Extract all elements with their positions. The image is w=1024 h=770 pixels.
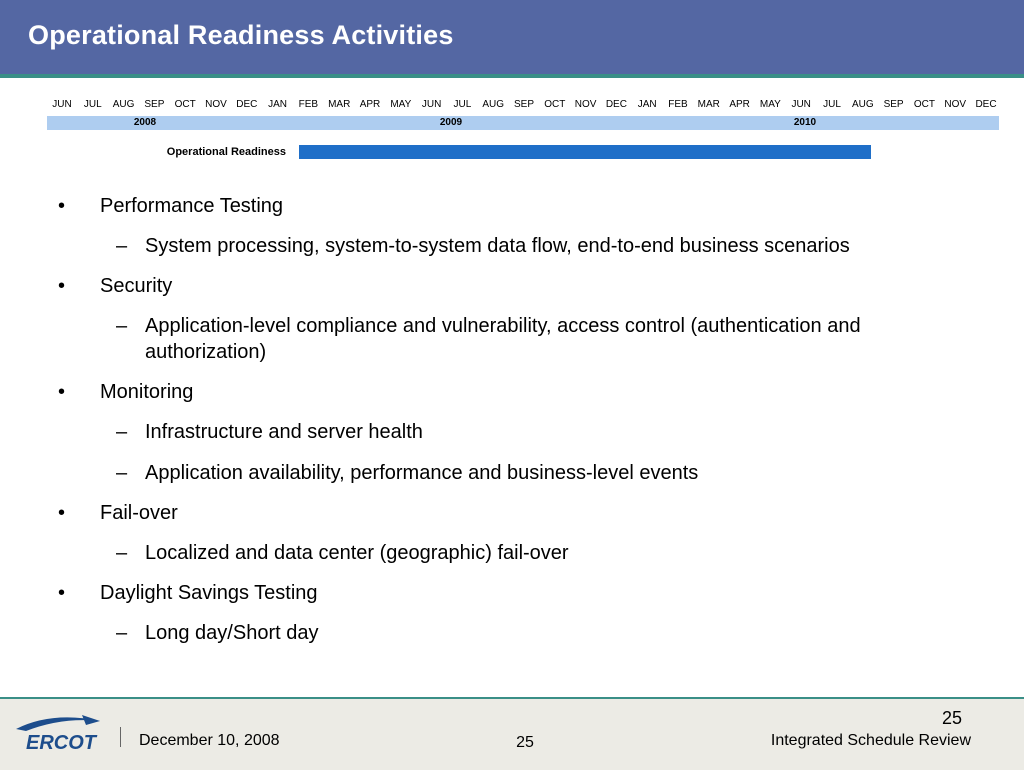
timeline-month-label: JAN: [268, 99, 288, 110]
timeline-months: [52, 99, 997, 113]
slide-footer: [0, 697, 1024, 770]
timeline-month-label: SEP: [144, 99, 165, 110]
bullet-marker: •: [58, 381, 66, 403]
timeline-month-label: OCT: [544, 99, 566, 110]
bullet-text: Security: [100, 275, 173, 297]
bullet-item: [0, 274, 1024, 298]
sub-bullet-item: [0, 233, 1024, 259]
bullet-text: Fail-over: [100, 502, 178, 524]
timeline-month-label: NOV: [205, 99, 227, 110]
logo-text: ERCOT: [26, 732, 96, 753]
timeline-month-label: JUL: [83, 99, 102, 110]
sub-bullet-marker: –: [116, 542, 128, 564]
timeline-year-label: 2008: [133, 117, 157, 128]
timeline-month-label: JUN: [421, 99, 442, 110]
timeline-month-label: JUN: [791, 99, 811, 110]
sub-bullet-text: Long day/Short day: [145, 622, 319, 644]
sub-bullet-text: System processing, system-to-system data flow, end-to-end business scenarios: [145, 235, 850, 257]
bullet-text: Monitoring: [100, 381, 194, 403]
sub-bullet-text: Infrastructure and server health: [145, 421, 423, 443]
footer-presentation-title: Integrated Schedule Review: [770, 732, 971, 749]
timeline-month-label: OCT: [174, 99, 196, 110]
slide-header: [0, 0, 1024, 78]
slide-title: Operational Readiness Activities: [28, 20, 454, 50]
timeline-month-label: DEC: [605, 99, 627, 110]
sub-bullet-item: [0, 620, 1024, 646]
bullet-item: [0, 380, 1024, 404]
timeline-month-label: MAY: [759, 99, 781, 110]
slide-number: 25: [941, 708, 962, 728]
footer-date: December 10, 2008: [139, 732, 280, 749]
timeline-month-label: FEB: [668, 99, 688, 110]
timeline-month-label: JUL: [823, 99, 841, 110]
sub-bullet-item: [0, 419, 1024, 445]
sub-bullet-item: [0, 460, 1024, 486]
footer-page-number: 25: [516, 734, 534, 751]
timeline-month-label: JUN: [52, 99, 72, 110]
timeline-month-label: NOV: [574, 99, 597, 110]
bullet-text: Daylight Savings Testing: [100, 582, 318, 604]
sub-bullet-text: Localized and data center (geographic) fail-over: [145, 542, 569, 564]
timeline-month-label: FEB: [298, 99, 319, 110]
timeline-month-label: AUG: [112, 99, 135, 110]
timeline-month-label: APR: [359, 99, 381, 110]
timeline-month-label: DEC: [236, 99, 258, 110]
timeline-month-label: MAR: [697, 99, 720, 110]
bullet-item: [0, 501, 1024, 525]
sub-bullet-item: [0, 313, 1024, 365]
bullet-list: [0, 194, 1024, 661]
bullet-text: Performance Testing: [100, 195, 284, 217]
sub-bullet-marker: –: [116, 315, 128, 337]
bullet-item: [0, 581, 1024, 605]
timeline-month-label: AUG: [482, 99, 505, 110]
bullet-marker: •: [58, 275, 66, 297]
timeline-month-label: JAN: [637, 99, 657, 110]
timeline-month-label: AUG: [851, 99, 874, 110]
timeline-year-band: [47, 116, 999, 130]
timeline-month-label: MAY: [390, 99, 412, 110]
sub-bullet-marker: –: [116, 235, 128, 257]
timeline-month-label: DEC: [975, 99, 997, 110]
footer-divider: [120, 727, 121, 747]
gantt-task-label: Operational Readiness: [166, 146, 286, 158]
sub-bullet-item: [0, 540, 1024, 566]
timeline-month-label: MAR: [328, 99, 351, 110]
sub-bullet-text: Application-level compliance and vulnerability, access control (authentication and authorization): [145, 315, 861, 363]
timeline-year-label: 2010: [793, 117, 817, 128]
bullet-marker: •: [58, 502, 66, 524]
timeline-month-label: OCT: [913, 99, 935, 110]
gantt-task-bar: [299, 145, 871, 159]
sub-bullet-marker: –: [116, 462, 128, 484]
bullet-item: [0, 194, 1024, 218]
sub-bullet-marker: –: [116, 421, 128, 443]
timeline-year-label: 2009: [439, 117, 463, 128]
bullet-marker: •: [58, 195, 66, 217]
timeline-month-label: SEP: [513, 99, 534, 110]
timeline-month-label: APR: [729, 99, 750, 110]
bullet-marker: •: [58, 582, 66, 604]
sub-bullet-text: Application availability, performance and business-level events: [145, 462, 699, 484]
sub-bullet-marker: –: [116, 622, 128, 644]
timeline-month-label: JUL: [453, 99, 472, 110]
timeline-month-label: NOV: [944, 99, 967, 110]
timeline-month-label: SEP: [883, 99, 904, 110]
ercot-logo: [12, 709, 104, 753]
